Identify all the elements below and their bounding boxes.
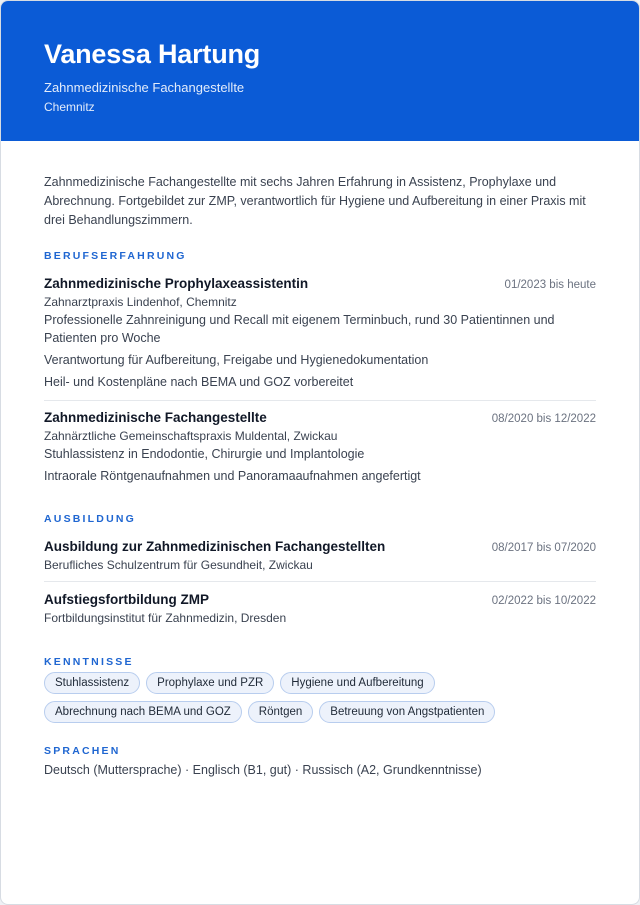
location: Chemnitz bbox=[44, 100, 95, 114]
section-title-languages: SPRACHEN bbox=[44, 745, 121, 757]
skill-chip: Hygiene und Aufbereitung bbox=[280, 672, 434, 694]
entry-organization: Berufliches Schulzentrum für Gesundheit, Zwickau bbox=[44, 558, 313, 572]
entry-date: 08/2017 bis 07/2020 bbox=[491, 542, 596, 554]
entry-date: 02/2022 bis 10/2022 bbox=[491, 595, 596, 607]
entry-organization: Zahnärztliche Gemeinschaftspraxis Muldental, Zwickau bbox=[44, 429, 338, 443]
skills-list bbox=[44, 672, 596, 723]
divider bbox=[44, 581, 596, 582]
resume-content bbox=[1, 173, 639, 777]
entry-organization: Zahnarztpraxis Lindenhof, Chemnitz bbox=[44, 295, 237, 309]
entry-role: Ausbildung zur Zahnmedizinischen Fachangestellten bbox=[44, 539, 386, 554]
job-title: Zahnmedizinische Fachangestellte bbox=[44, 80, 245, 95]
education-entry bbox=[44, 539, 596, 572]
experience-entry bbox=[44, 276, 596, 391]
entry-role: Zahnmedizinische Fachangestellte bbox=[44, 410, 267, 425]
section-title-experience: BERUFSERFAHRUNG bbox=[44, 250, 187, 262]
entry-organization: Fortbildungsinstitut für Zahnmedizin, Dresden bbox=[44, 611, 287, 625]
section-title-education: AUSBILDUNG bbox=[44, 513, 136, 525]
languages-text: Deutsch (Muttersprache) · Englisch (B1, gut) · Russisch (A2, Grundkenntnisse) bbox=[44, 763, 482, 777]
entry-bullet: Stuhlassistenz in Endodontie, Chirurgie und Implantologie bbox=[44, 447, 365, 461]
entry-date: 01/2023 bis heute bbox=[504, 279, 596, 291]
resume-header bbox=[1, 1, 639, 141]
profile-summary: Zahnmedizinische Fachangestellte mit sechs Jahren Erfahrung in Assistenz, Prophylaxe und Abrechnung. Fortgebildet zur ZMP, verantwortlich für Hygiene und Aufbereitung in einer Praxis mit drei Behandlungszimmern. bbox=[44, 175, 586, 227]
candidate-name: Vanessa Hartung bbox=[44, 39, 261, 69]
skill-chip: Abrechnung nach BEMA und GOZ bbox=[44, 701, 242, 723]
skill-chip: Stuhlassistenz bbox=[44, 672, 140, 694]
entry-bullet: Heil- und Kostenpläne nach BEMA und GOZ vorbereitet bbox=[44, 375, 354, 389]
skill-chip: Betreuung von Angstpatienten bbox=[319, 701, 495, 723]
skill-chip: Prophylaxe und PZR bbox=[146, 672, 274, 694]
entry-date: 08/2020 bis 12/2022 bbox=[491, 413, 596, 425]
education-entry bbox=[44, 592, 596, 625]
experience-entry bbox=[44, 410, 596, 485]
entry-role: Aufstiegsfortbildung ZMP bbox=[44, 592, 209, 607]
entry-bullet: Verantwortung für Aufbereitung, Freigabe und Hygienedokumentation bbox=[44, 353, 429, 367]
divider bbox=[44, 400, 596, 401]
entry-bullet: Intraorale Röntgenaufnahmen und Panoramaaufnahmen angefertigt bbox=[44, 469, 421, 483]
skill-chip: Röntgen bbox=[248, 701, 313, 723]
entry-bullet: Professionelle Zahnreinigung und Recall mit eigenem Terminbuch, rund 30 Patientinnen und Patienten pro Woche bbox=[44, 313, 555, 345]
entry-role: Zahnmedizinische Prophylaxeassistentin bbox=[44, 276, 309, 291]
section-title-skills: KENNTNISSE bbox=[44, 656, 134, 668]
